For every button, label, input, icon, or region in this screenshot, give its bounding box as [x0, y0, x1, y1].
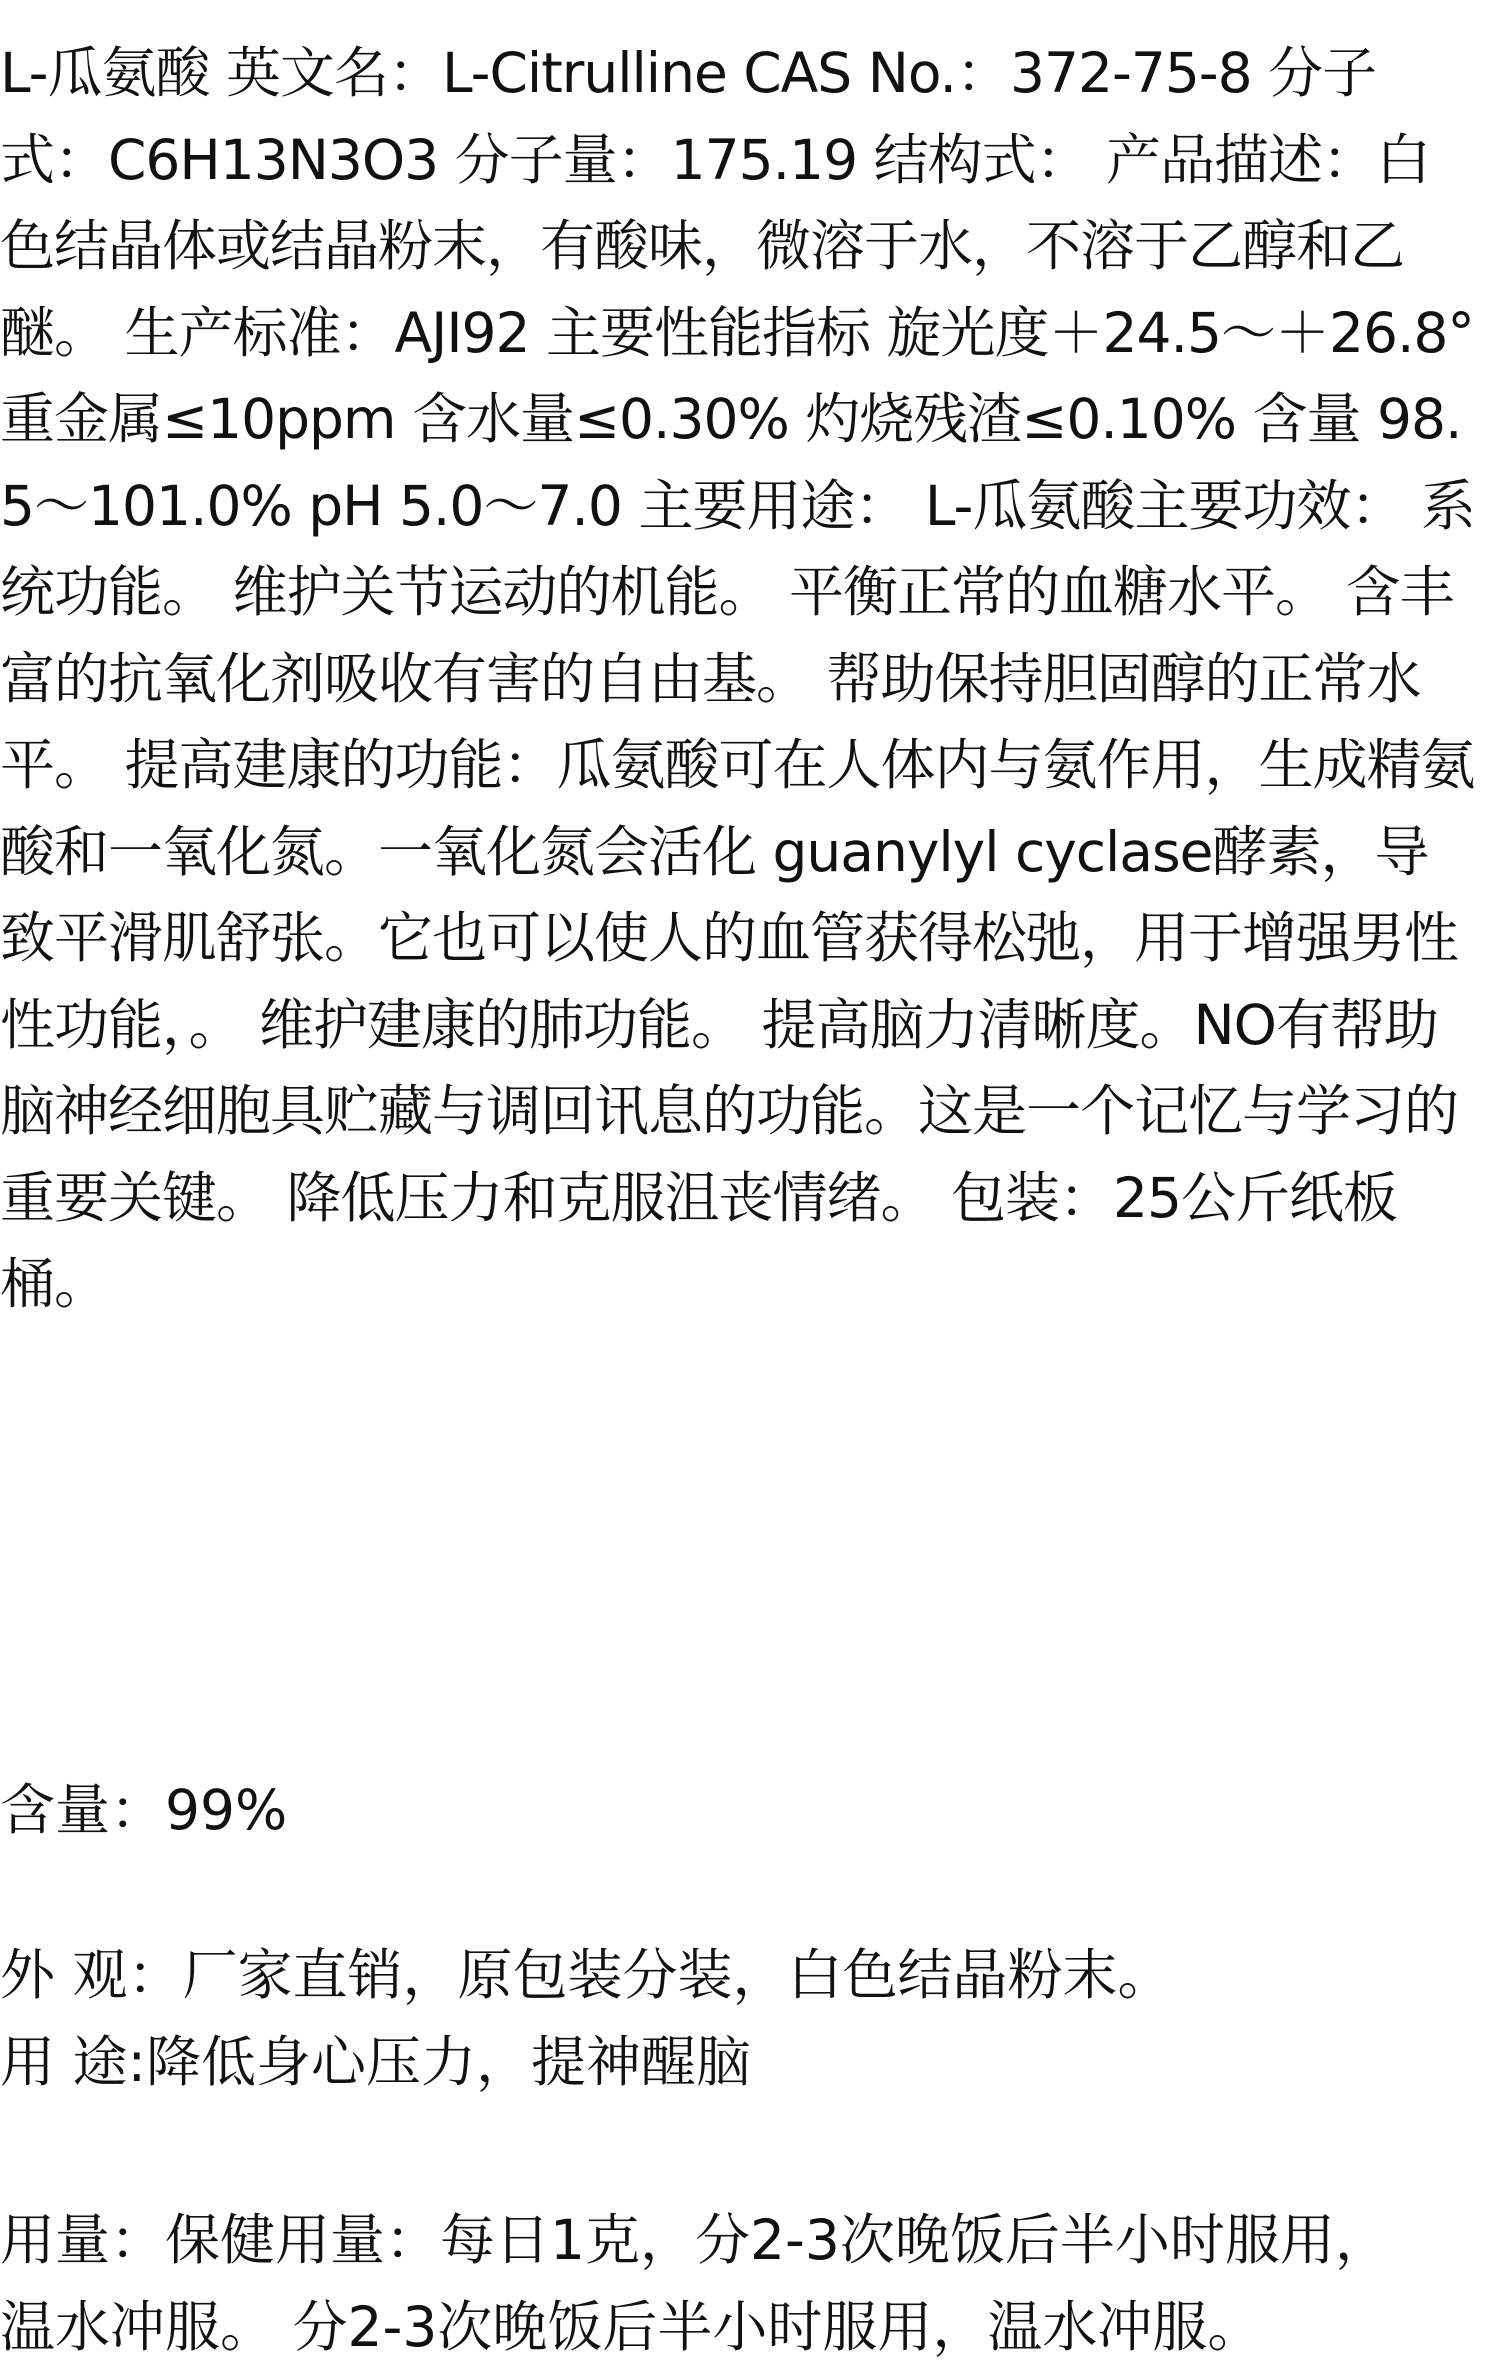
content-spec-line: 含量：99% [0, 1778, 288, 1842]
dosage-line: 用量：保健用量：每日1克，分2-3次晚饭后半小时服用， [0, 2208, 1390, 2272]
product-description-paragraph: L-瓜氨酸 英文名：L-Citrulline CAS No.：372-75-8 分子式：C6H13N3O3 分子量：175.19 结构式： 产品描述：白色结晶体或结晶粉末，有酸味，微溶于水，不溶于乙醇和乙醚。 生产标准：AJI92 主要性能指标 旋光度＋24.5～＋26.8° 重金属≤10ppm 含水量≤0.30% 灼烧残渣≤0.10% 含量 98.5～101.0% pH 5.0～7.0 主要用途： L-瓜氨酸主要功效： 系统功能。 维护关节运动的机能。 平衡正常的血糖水平。 含丰富的抗氧化剂吸收有害的自由基。 帮助保持胆固醇的正常水平。 提高建康的功能：瓜氨酸可在人体内与氨作用，生成精氨酸和一氧化氮。一氧化氮会活化 guanylyl cyclase酵素，导致平滑肌舒张。它也可以使人的血管获得松弛，用于增强男性性功能，。 维护建康的肺功能。 提高脑力清晰度。NO有帮助脑神经细胞具贮藏与调回讯息的功能。这是一个记忆与学习的重要关键。 降低压力和克服沮丧情绪。 包装：25公斤纸板桶。 [0, 41, 1475, 1316]
appearance-line: 外 观：厂家直销，原包装分装，白色结晶粉末。 [0, 1943, 1173, 2007]
dosage-continuation-line: 温水冲服。 分2-3次晚饭后半小时服用，温水冲服。 [0, 2295, 1263, 2359]
usage-line: 用 途:降低身心压力，提神醒脑 [0, 2030, 752, 2094]
